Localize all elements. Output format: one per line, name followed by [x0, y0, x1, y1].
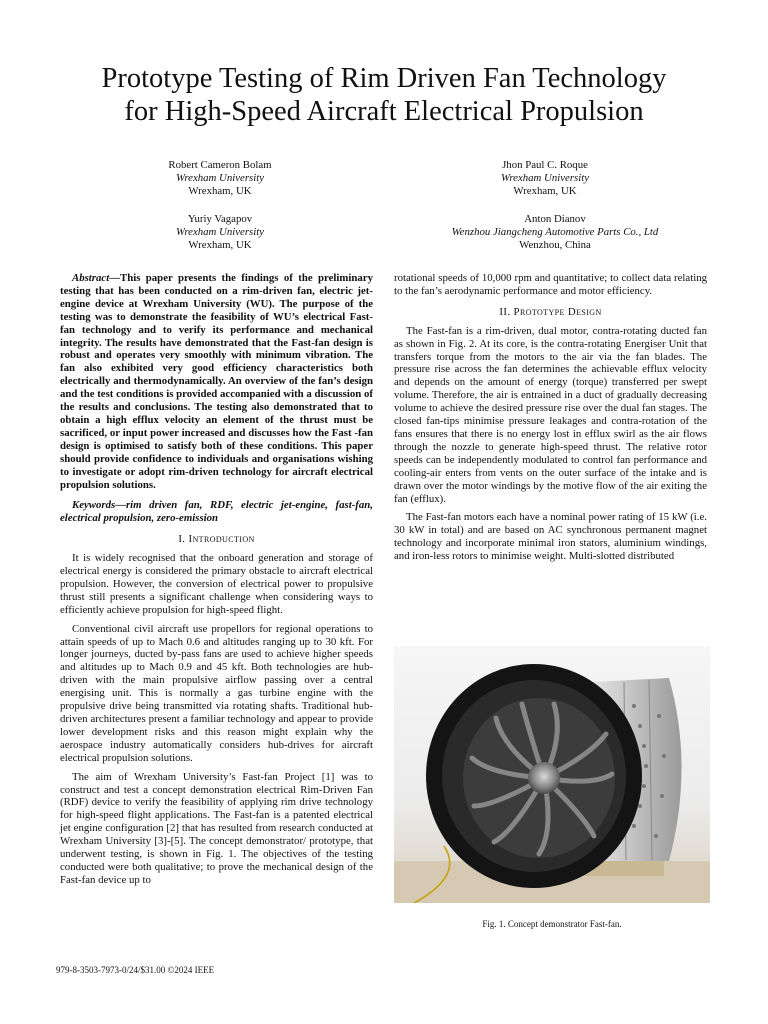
author-location: Wrexham, UK	[513, 185, 577, 197]
left-column	[60, 272, 373, 893]
title-line-2: for High-Speed Aircraft Electrical Propulsion	[124, 96, 644, 127]
design-paragraph-1: The Fast-fan is a rim-driven, dual motor, contra-rotating ducted fan as shown in Fig. 2. At its core, is the contra-rotating Energiser Unit that transfers torque from the motors to the air via the fan blades. The pressure rise across the fan determines the achievable efflux velocity and depends on the amount of energy (torque) transferred per swept volume. Therefore, the air is entrained in a duct of gradually decreasing volume to achieve the desired pressure rise over the dual fan stages. The closed fan-tips minimise pressure leakages and contra-rotation of the fans ensures that there is no energy lost in efflux swirl as the air flows through the nozzle to generate high-speed thrust. The relative rotor speeds can be independently modulated to control fan performance and cooling-air enters from vents on the outer surface of the intake and is drawn over the motor windings by the motive flow of the air exiting the fan (efflux).	[394, 324, 707, 505]
paper-title	[30, 62, 738, 128]
section-heading-prototype-design: II. Prototype Design	[499, 305, 602, 318]
author-name: Robert Cameron Bolam	[168, 159, 272, 171]
intro-paragraph-3: The aim of Wrexham University’s Fast-fan Project [1] was to construct and test a concept demonstration electrical Rim-Driven Fan (RDF) device to verify the feasibility of applying rim drive technology for high-speed flight applications. The Fast-fan is a patented electrical jet engine configuration [2] that has resulted from research conducted at Wrexham University [3]-[5]. The concept demonstrator/ prototype, that underwent testing, is shown in Fig. 1. The objectives of the testing conducted were both qualitative; to prove the mechanical design of the Fast-fan device up to	[60, 770, 373, 886]
intro-paragraph-2: Conventional civil aircraft use propellors for regional operations to attain speeds of up to Mach 0.6 and altitudes ranging up to 30 kft. For longer journeys, ducted by-pass fans are used to achieve higher speeds and altitudes up to Mach 0.9 and 45 kft. Both technologies are hub-driven with the main propulsive airflow passing over a central energising unit. This is normally a gas turbine engine with the propulsive drive being transmitted via rotating shafts. Traditional hub-driven architectures present a familiar technology and appear to provide lower development risks and this reason might explain why the aerospace industry automatically considers hub-drives for aircraft electrical propulsion solutions.	[60, 622, 373, 764]
intro-paragraph-1: It is widely recognised that the onboard generation and storage of electrical energy is considered the primary obstacle to aircraft electrical propulsion. However, the conversion of electrical power to propulsive thrust still presents a significant challenge when considering ways to efficiently achieve propulsion for high-speed flight.	[60, 552, 373, 616]
keywords: Keywords—rim driven fan, RDF, electric jet-engine, fast-fan, electrical propulsion, zero-emission	[60, 499, 373, 525]
author-location: Wrexham, UK	[188, 185, 252, 197]
continued-paragraph: rotational speeds of 10,000 rpm and quantitative; to collect data relating to the fan’s aerodynamic performance and motor efficiency.	[394, 272, 707, 297]
author-affiliation: Wrexham University	[175, 226, 265, 238]
author-name: Jhon Paul C. Roque	[502, 159, 588, 171]
author-affiliation: Wenzhou Jiangcheng Automotive Parts Co., Ltd	[451, 226, 659, 238]
author-block-2	[425, 159, 665, 198]
design-paragraph-2: The Fast-fan motors each have a nominal power rating of 15 kW (i.e. 30 kW in total) and are based on AC synchronous permanent magnet technology and incorporate minimal iron stators, aluminium windings, and iron-less rotors to minimise weight. Multi-slotted distributed	[394, 511, 707, 563]
author-affiliation: Wrexham University	[175, 172, 265, 184]
fan-illustration	[394, 646, 710, 903]
abstract-label: Abstract	[72, 272, 110, 284]
author-location: Wenzhou, China	[519, 239, 591, 251]
right-column	[394, 272, 707, 569]
author-affiliation: Wrexham University	[500, 172, 590, 184]
author-block-4	[410, 213, 700, 252]
section-heading-introduction: I. Introduction	[178, 533, 255, 546]
author-block-3	[100, 213, 340, 252]
figure-caption: Fig. 1. Concept demonstrator Fast-fan.	[482, 919, 622, 929]
author-block-1	[100, 159, 340, 198]
author-location: Wrexham, UK	[188, 239, 252, 251]
author-name: Yuriy Vagapov	[187, 213, 253, 225]
title-line-1: Prototype Testing of Rim Driven Fan Technology	[101, 63, 667, 94]
author-name: Anton Dianov	[524, 213, 586, 225]
copyright-footer: 979-8-3503-7973-0/24/$31.00 ©2024 IEEE	[56, 965, 215, 975]
fast-fan-photo	[394, 646, 710, 903]
abstract-text: —This paper presents the findings of the preliminary testing that has been conducted on a rim-driven fan, electric jet-engine device at Wrexham University (WU). The purpose of the testing was to demonstrate the feasibility of WU’s electrical Fast-fan technology and to verify its performance and mechanical integrity. The results have demonstrated that the Fast-fan design is robust and operates very smoothly with minimum vibration. The fan also exhibited very good efficiency characteristics both electrically and thermodynamically. An overview of the fan’s design and the test conditions is provided accompanied with a discussion of the results and conclusions. The testing also demonstrated that to obtain a high efflux velocity an element of the thrust must be sacrificed, or input power increased and discusses how the Fast -fan design is optimised to satisfy both of these conditions. This paper should provide confidence to individuals and organisations wishing to investigate or adopt rim-driven technology for aircraft electrical propulsion solutions.	[60, 272, 373, 491]
abstract-paragraph	[60, 272, 373, 491]
